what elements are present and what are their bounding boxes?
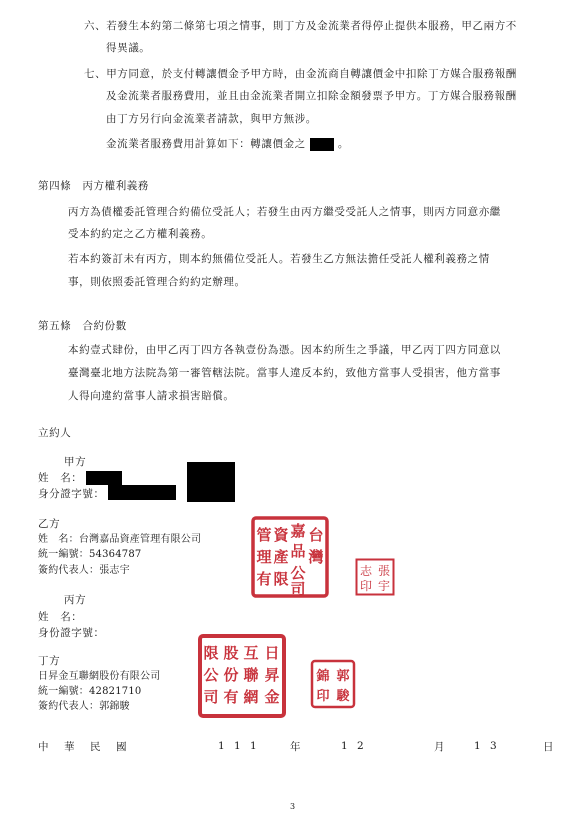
svg-text:有: 有 bbox=[223, 688, 239, 706]
svg-text:日: 日 bbox=[264, 644, 280, 662]
clause-seven-line-1: 七、甲方同意，於支付轉讓價金予甲方時，由金流商自轉讓價金中扣除丁方媒合服務報酬 bbox=[84, 68, 517, 80]
redacted-party-a-signature bbox=[187, 462, 235, 502]
svg-text:印: 印 bbox=[316, 689, 330, 704]
svg-text:昇: 昇 bbox=[264, 666, 280, 684]
party-b-tax-id-label: 統一編號： bbox=[38, 549, 89, 560]
article-five-line-3: 人得向違約當事人請求損害賠償。 bbox=[68, 390, 235, 402]
page-number: 3 bbox=[290, 802, 296, 811]
fee-formula-text: 金流業者服務費用計算如下：轉讓價金之 bbox=[106, 138, 306, 150]
party-d-tax-id-row bbox=[38, 685, 142, 698]
article-four-p1-line-1: 丙方為債權委託管理合約備位受託人；若發生由丙方繼受受託人之情事，則丙方同意亦繼 bbox=[68, 206, 501, 218]
svg-text:網: 網 bbox=[243, 688, 259, 706]
party-c-name-label: 姓 名： bbox=[38, 611, 83, 623]
clause-seven-line-3: 由丁方另行向金流業者請款，與甲方無涉。 bbox=[106, 113, 317, 125]
svg-text:聯: 聯 bbox=[243, 666, 259, 684]
svg-text:有: 有 bbox=[256, 570, 272, 588]
article-four-p1-line-2: 受本約約定之乙方權利義務。 bbox=[68, 228, 213, 240]
party-d-rep-seal bbox=[310, 659, 356, 709]
clause-six-line-1: 六、若發生本約第二條第七項之情事，則丁方及金流業者得停止提供本服務，甲乙兩方不 bbox=[84, 20, 517, 32]
article-four-p2-line-1: 若本約簽訂未有丙方，則本約無備位受託人。若發生乙方無法擔任受託人權利義務之情 bbox=[68, 253, 490, 265]
svg-text:郭: 郭 bbox=[336, 669, 350, 684]
party-d-company-seal bbox=[198, 634, 286, 718]
svg-text:管: 管 bbox=[256, 526, 272, 544]
party-b-rep-row bbox=[38, 564, 130, 577]
date-year-unit: 年 bbox=[290, 741, 301, 753]
svg-text:宇: 宇 bbox=[377, 579, 391, 593]
party-d-rep-label: 簽約代表人： bbox=[38, 701, 100, 712]
party-d-company: 日昇金互聯網股份有限公司 bbox=[38, 671, 161, 682]
party-d-tax-id-label: 統一編號： bbox=[38, 686, 89, 697]
party-b-name-value: 台灣嘉品資產管理有限公司 bbox=[78, 534, 202, 545]
party-b-name-row bbox=[38, 533, 201, 546]
date-month: 1 2 bbox=[341, 740, 367, 752]
article-five-line-1: 本約壹式肆份，由甲乙丙丁四方各執壹份為憑。因本約所生之爭議，甲乙丙丁四方同意以 bbox=[68, 344, 501, 356]
party-b-rep-value: 張志宇 bbox=[99, 565, 130, 576]
redacted-party-a-name bbox=[86, 471, 122, 485]
svg-text:互: 互 bbox=[243, 644, 259, 662]
svg-text:產: 產 bbox=[273, 548, 289, 566]
svg-text:台: 台 bbox=[308, 526, 324, 544]
date-era-char-2: 華 bbox=[64, 741, 75, 753]
svg-text:錦: 錦 bbox=[316, 669, 330, 684]
svg-text:股: 股 bbox=[223, 644, 239, 662]
party-d-tax-id-value: 42821710 bbox=[89, 686, 142, 697]
party-a-id-label: 身分證字號： bbox=[38, 488, 105, 500]
party-b-title: 乙方 bbox=[38, 518, 61, 530]
party-d-rep-value: 郭錦駿 bbox=[99, 701, 130, 712]
svg-text:張: 張 bbox=[377, 564, 391, 578]
clause-seven-line-2: 及金流業者服務費用，並且由金流業者開立扣除金額發票予甲方。丁方媒合服務報酬 bbox=[106, 90, 517, 102]
svg-text:限: 限 bbox=[273, 570, 289, 588]
clause-six-line-2: 得異議。 bbox=[106, 42, 151, 54]
svg-text:駿: 駿 bbox=[336, 689, 350, 704]
party-b-name-label: 姓 名： bbox=[38, 534, 79, 545]
party-b-rep-label: 簽約代表人： bbox=[38, 565, 100, 576]
party-a-name-label: 姓 名： bbox=[38, 472, 83, 484]
redacted-party-a-id bbox=[108, 485, 176, 500]
party-c-id-label: 身份證字號： bbox=[38, 627, 105, 639]
svg-text:印: 印 bbox=[359, 579, 373, 593]
svg-text:金: 金 bbox=[264, 688, 280, 706]
party-a-title: 甲方 bbox=[64, 456, 87, 468]
date-day: 1 3 bbox=[474, 740, 500, 752]
party-b-rep-seal bbox=[355, 558, 395, 596]
svg-text:品: 品 bbox=[290, 542, 306, 560]
svg-text:份: 份 bbox=[223, 666, 239, 684]
date-day-unit: 日 bbox=[543, 741, 554, 753]
date-era-char-4: 國 bbox=[116, 741, 127, 753]
fee-formula-line bbox=[106, 138, 349, 151]
svg-text:理: 理 bbox=[256, 548, 272, 566]
party-c-title: 丙方 bbox=[64, 594, 87, 606]
party-b-tax-id-value: 54364787 bbox=[89, 549, 142, 560]
date-year: 1 1 1 bbox=[218, 740, 260, 752]
date-month-unit: 月 bbox=[434, 741, 445, 753]
signatories-heading: 立約人 bbox=[38, 427, 72, 439]
party-b-tax-id-row bbox=[38, 548, 142, 561]
svg-text:灣: 灣 bbox=[308, 548, 324, 566]
svg-text:司: 司 bbox=[203, 688, 219, 706]
svg-text:司: 司 bbox=[290, 580, 306, 598]
redacted-fee-rate bbox=[310, 138, 334, 151]
svg-text:志: 志 bbox=[359, 564, 373, 578]
svg-text:嘉: 嘉 bbox=[290, 522, 306, 540]
svg-text:資: 資 bbox=[273, 526, 289, 544]
article-five-line-2: 臺灣臺北地方法院為第一審管轄法院。當事人違反本約，致他方當事人受損害，他方當事 bbox=[68, 367, 501, 379]
svg-text:公: 公 bbox=[290, 564, 306, 582]
article-four-p2-line-2: 事，則依照委託管理合約約定辦理。 bbox=[68, 276, 246, 288]
date-era-char-3: 民 bbox=[90, 741, 101, 753]
svg-text:公: 公 bbox=[203, 666, 219, 684]
party-b-company-seal bbox=[251, 516, 329, 598]
svg-text:限: 限 bbox=[203, 644, 219, 662]
party-d-title: 丁方 bbox=[38, 655, 61, 667]
date-era-char-1: 中 bbox=[38, 741, 49, 753]
fee-formula-end: 。 bbox=[337, 138, 349, 150]
party-d-rep-row bbox=[38, 700, 130, 713]
article-four-heading: 第四條 丙方權利義務 bbox=[38, 180, 149, 192]
article-five-heading: 第五條 合約份數 bbox=[38, 320, 127, 332]
